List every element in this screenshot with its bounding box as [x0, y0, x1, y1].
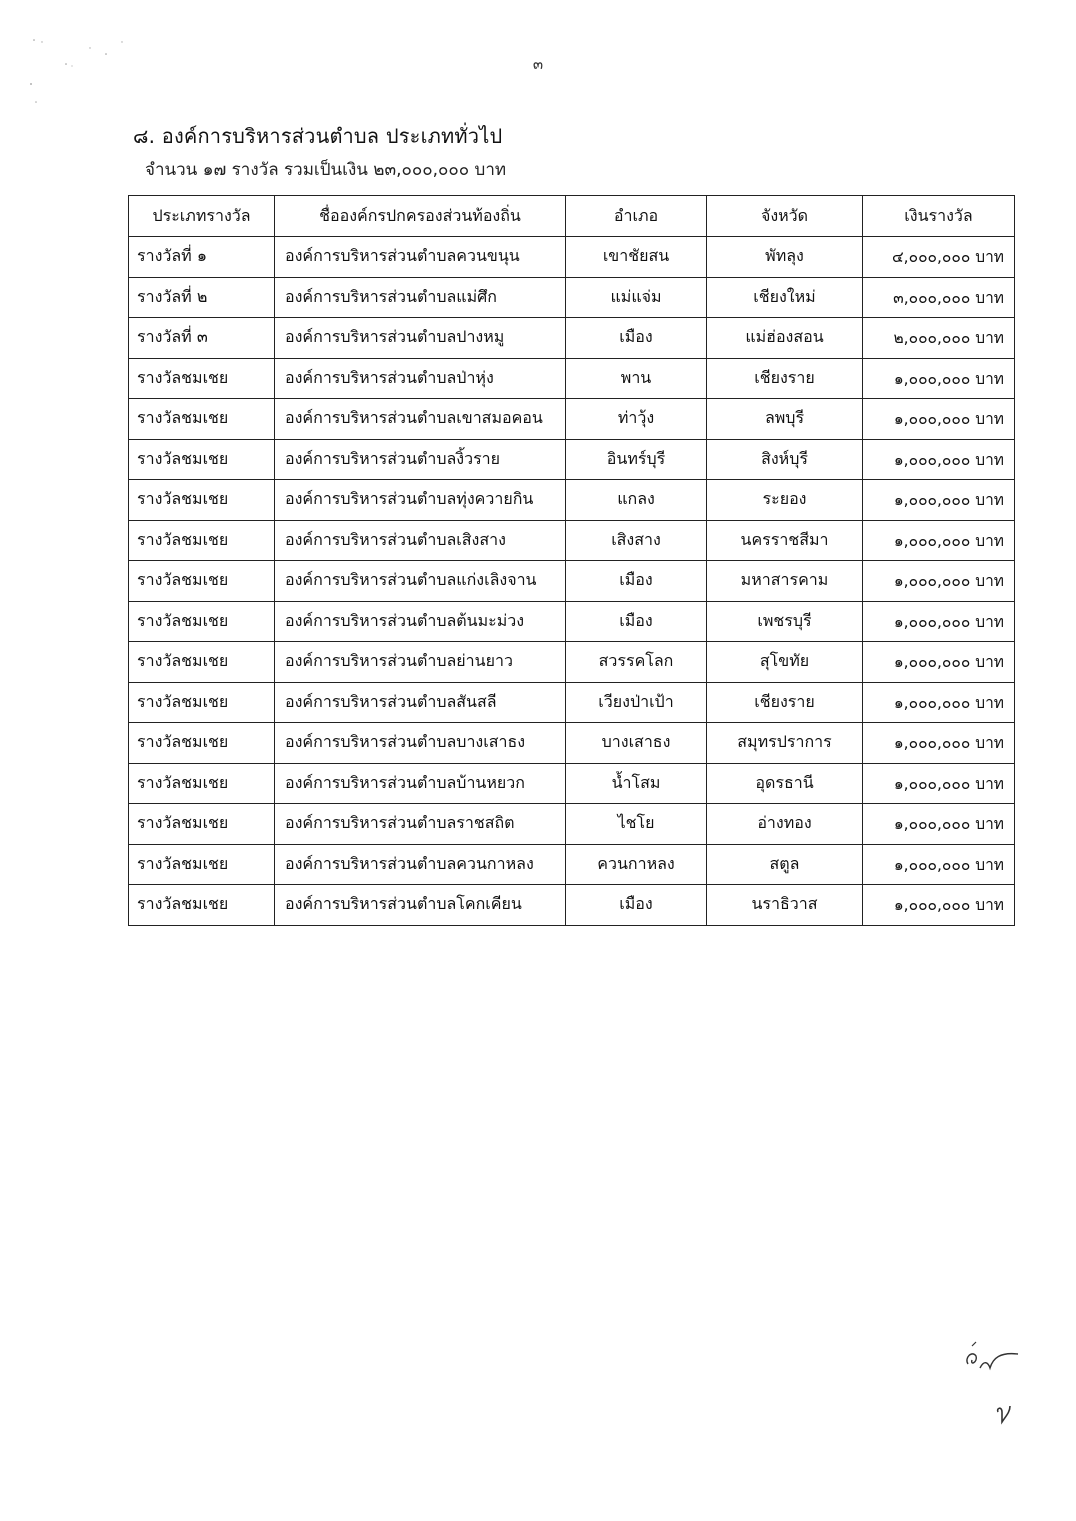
cell-amount: ๑,๐๐๐,๐๐๐ บาท — [863, 682, 1015, 723]
cell-district: เวียงป่าเป้า — [566, 682, 707, 723]
header-org-name: ชื่อองค์กรปกครองส่วนท้องถิ่น — [275, 196, 566, 237]
table-row — [129, 885, 1015, 926]
initials-signature — [960, 1340, 1030, 1430]
section-subtitle: จำนวน ๑๗ รางวัล รวมเป็นเงิน ๒๓,๐๐๐,๐๐๐ บาท — [145, 160, 507, 180]
cell-district: แม่แจ่ม — [566, 277, 707, 318]
cell-award-type: รางวัลชมเชย — [129, 399, 275, 440]
cell-org-name: องค์การบริหารส่วนตำบลแม่ศึก — [275, 277, 566, 318]
cell-district: ควนกาหลง — [566, 844, 707, 885]
cell-amount: ๑,๐๐๐,๐๐๐ บาท — [863, 399, 1015, 440]
page-number: ๓ — [532, 55, 544, 73]
cell-award-type: รางวัลที่ ๑ — [129, 237, 275, 278]
awards-table — [128, 195, 1015, 926]
cell-award-type: รางวัลที่ ๒ — [129, 277, 275, 318]
cell-district: บางเสาธง — [566, 723, 707, 764]
cell-award-type: รางวัลชมเชย — [129, 885, 275, 926]
table-header-row — [129, 196, 1015, 237]
cell-province: สิงห์บุรี — [707, 439, 863, 480]
table-row — [129, 601, 1015, 642]
cell-org-name: องค์การบริหารส่วนตำบลทุ่งควายกิน — [275, 480, 566, 521]
table-row — [129, 358, 1015, 399]
cell-award-type: รางวัลชมเชย — [129, 804, 275, 845]
cell-award-type: รางวัลชมเชย — [129, 601, 275, 642]
cell-district: แกลง — [566, 480, 707, 521]
cell-award-type: รางวัลชมเชย — [129, 723, 275, 764]
table-row — [129, 520, 1015, 561]
header-amount: เงินรางวัล — [863, 196, 1015, 237]
cell-award-type: รางวัลชมเชย — [129, 520, 275, 561]
cell-org-name: องค์การบริหารส่วนตำบลราชสถิต — [275, 804, 566, 845]
cell-district: เขาชัยสน — [566, 237, 707, 278]
table-body — [129, 237, 1015, 926]
cell-org-name: องค์การบริหารส่วนตำบลควนกาหลง — [275, 844, 566, 885]
cell-amount: ๒,๐๐๐,๐๐๐ บาท — [863, 318, 1015, 359]
cell-amount: ๑,๐๐๐,๐๐๐ บาท — [863, 561, 1015, 602]
cell-province: สุโขทัย — [707, 642, 863, 683]
cell-province: เชียงราย — [707, 682, 863, 723]
cell-amount: ๑,๐๐๐,๐๐๐ บาท — [863, 480, 1015, 521]
cell-province: อุดรธานี — [707, 763, 863, 804]
cell-district: น้ำโสม — [566, 763, 707, 804]
cell-district: เมือง — [566, 885, 707, 926]
table-row — [129, 804, 1015, 845]
cell-org-name: องค์การบริหารส่วนตำบลเขาสมอคอน — [275, 399, 566, 440]
cell-district: ไชโย — [566, 804, 707, 845]
cell-org-name: องค์การบริหารส่วนตำบลแก่งเลิงจาน — [275, 561, 566, 602]
cell-award-type: รางวัลชมเชย — [129, 642, 275, 683]
table-row — [129, 399, 1015, 440]
cell-org-name: องค์การบริหารส่วนตำบลป่าหุ่ง — [275, 358, 566, 399]
table-row — [129, 561, 1015, 602]
cell-org-name: องค์การบริหารส่วนตำบลโคกเคียน — [275, 885, 566, 926]
cell-org-name: องค์การบริหารส่วนตำบลบางเสาธง — [275, 723, 566, 764]
cell-award-type: รางวัลชมเชย — [129, 480, 275, 521]
table-row — [129, 480, 1015, 521]
cell-award-type: รางวัลชมเชย — [129, 844, 275, 885]
table-row — [129, 237, 1015, 278]
table-row — [129, 763, 1015, 804]
cell-award-type: รางวัลที่ ๓ — [129, 318, 275, 359]
table-row — [129, 844, 1015, 885]
cell-amount: ๑,๐๐๐,๐๐๐ บาท — [863, 358, 1015, 399]
cell-org-name: องค์การบริหารส่วนตำบลบ้านหยวก — [275, 763, 566, 804]
header-district: อำเภอ — [566, 196, 707, 237]
cell-amount: ๓,๐๐๐,๐๐๐ บาท — [863, 277, 1015, 318]
cell-amount: ๑,๐๐๐,๐๐๐ บาท — [863, 804, 1015, 845]
table-row — [129, 277, 1015, 318]
table-row — [129, 642, 1015, 683]
table-row — [129, 723, 1015, 764]
cell-province: เชียงใหม่ — [707, 277, 863, 318]
cell-amount: ๑,๐๐๐,๐๐๐ บาท — [863, 885, 1015, 926]
cell-district: สวรรคโลก — [566, 642, 707, 683]
cell-province: นราธิวาส — [707, 885, 863, 926]
cell-award-type: รางวัลชมเชย — [129, 561, 275, 602]
cell-amount: ๑,๐๐๐,๐๐๐ บาท — [863, 844, 1015, 885]
cell-province: สมุทรปราการ — [707, 723, 863, 764]
cell-org-name: องค์การบริหารส่วนตำบลย่านยาว — [275, 642, 566, 683]
header-award-type: ประเภทรางวัล — [129, 196, 275, 237]
cell-province: ระยอง — [707, 480, 863, 521]
cell-district: เมือง — [566, 601, 707, 642]
cell-amount: ๔,๐๐๐,๐๐๐ บาท — [863, 237, 1015, 278]
cell-org-name: องค์การบริหารส่วนตำบลต้นมะม่วง — [275, 601, 566, 642]
cell-district: เมือง — [566, 561, 707, 602]
cell-province: นครราชสีมา — [707, 520, 863, 561]
cell-district: เมือง — [566, 318, 707, 359]
cell-award-type: รางวัลชมเชย — [129, 682, 275, 723]
cell-amount: ๑,๐๐๐,๐๐๐ บาท — [863, 642, 1015, 683]
cell-district: ท่าวุ้ง — [566, 399, 707, 440]
cell-province: มหาสารคาม — [707, 561, 863, 602]
cell-district: อินทร์บุรี — [566, 439, 707, 480]
cell-award-type: รางวัลชมเชย — [129, 763, 275, 804]
cell-province: เชียงราย — [707, 358, 863, 399]
cell-org-name: องค์การบริหารส่วนตำบลปางหมู — [275, 318, 566, 359]
cell-org-name: องค์การบริหารส่วนตำบลควนขนุน — [275, 237, 566, 278]
cell-district: พาน — [566, 358, 707, 399]
section-title: ๘. องค์การบริหารส่วนตำบล ประเภททั่วไป — [133, 124, 503, 148]
table-row — [129, 682, 1015, 723]
header-province: จังหวัด — [707, 196, 863, 237]
cell-org-name: องค์การบริหารส่วนตำบลเสิงสาง — [275, 520, 566, 561]
cell-amount: ๑,๐๐๐,๐๐๐ บาท — [863, 723, 1015, 764]
cell-amount: ๑,๐๐๐,๐๐๐ บาท — [863, 439, 1015, 480]
table-row — [129, 439, 1015, 480]
cell-org-name: องค์การบริหารส่วนตำบลสันสลี — [275, 682, 566, 723]
cell-province: พัทลุง — [707, 237, 863, 278]
cell-province: ลพบุรี — [707, 399, 863, 440]
cell-amount: ๑,๐๐๐,๐๐๐ บาท — [863, 601, 1015, 642]
cell-amount: ๑,๐๐๐,๐๐๐ บาท — [863, 520, 1015, 561]
cell-province: เพชรบุรี — [707, 601, 863, 642]
cell-award-type: รางวัลชมเชย — [129, 439, 275, 480]
cell-province: แม่ฮ่องสอน — [707, 318, 863, 359]
cell-amount: ๑,๐๐๐,๐๐๐ บาท — [863, 763, 1015, 804]
cell-district: เสิงสาง — [566, 520, 707, 561]
cell-province: อ่างทอง — [707, 804, 863, 845]
cell-province: สตูล — [707, 844, 863, 885]
cell-award-type: รางวัลชมเชย — [129, 358, 275, 399]
table-row — [129, 318, 1015, 359]
cell-org-name: องค์การบริหารส่วนตำบลงิ้วราย — [275, 439, 566, 480]
